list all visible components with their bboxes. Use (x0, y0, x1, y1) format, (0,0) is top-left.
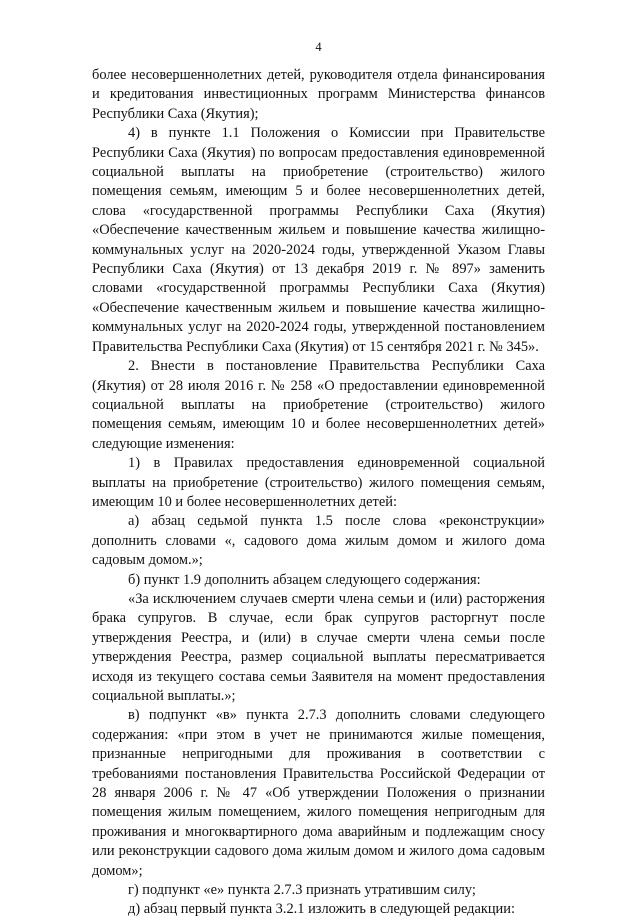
paragraph-subitem-a: а) абзац седьмой пункта 1.5 после слова «реконструкции» дополнить словами «, садового дома жилым домом и жилого дома садовым домом.»; (92, 513, 545, 569)
paragraph-continuation: более несовершеннолетних детей, руководителя отдела финансирования и кредитования инвестиционных программ Министерства финансов Республики Саха (Якутия); (92, 67, 545, 122)
paragraph-subitem-g: г) подпункт «е» пункта 2.7.3 признать утратившим силу; (128, 882, 476, 899)
paragraph-subitem-1: 1) в Правилах предоставления единовременной социальной выплаты на приобретение (строительство) жилого помещения семьям, имеющим 10 и более несовершеннолетних детей: (92, 455, 545, 510)
paragraph-quoted-addition: «За исключением случаев смерти члена семьи и (или) расторжения брака супругов. В случае, если брак супругов расторгнут после утверждения Реестра, и (или) в случае смерти члена семьи после утверждения Реестра, размер социальной выплаты пересматривается исходя из текущего состава семьи Заявителя на момент предоставления социальной выплаты.»; (92, 590, 545, 704)
paragraph-section-2: 2. Внести в постановление Правительства Республики Саха (Якутия) от 28 июля 2016 г. № 258 «О предоставлении единовременной социальной выплаты на приобретение (строительство) жилого помещения семьям, имеющим 10 и более несовершеннолетних детей» следующие изменения: (92, 358, 545, 452)
page-number: 4 (315, 40, 322, 54)
paragraph-subitem-b: б) пункт 1.9 дополнить абзацем следующего содержания: (128, 571, 481, 588)
paragraph-subitem-d: д) абзац первый пункта 3.2.1 изложить в следующей редакции: (128, 901, 515, 918)
paragraph-item-4: 4) в пункте 1.1 Положения о Комиссии при Правительстве Республики Саха (Якутия) по вопросам предоставления единовременной социальной выплаты на приобретение (строительство) жилого помещения семьям, имеющим 5 и более несовершеннолетних детей, слова «государственной программы Республики Саха (Якутия) «Обеспечение качественным жильем и повышение качества жилищно-коммунальных услуг на 2020-2024 годы, утвержденной Указом Главы Республики Саха (Якутия) от 13 декабря 2019 г. № 897» заменить словами «государственной программы Республики Саха (Якутия) «Обеспечение качественным жильем и повышение качества жилищно-коммунальных услуг на 2020-2024 годы, утвержденной постановлением Правительства Республики Саха (Якутия) от 15 сентября 2021 г. № 345». (92, 125, 545, 355)
paragraph-subitem-v: в) подпункт «в» пункта 2.7.3 дополнить словами следующего содержания: «при этом в учет не принимаются жилые помещения, признанные непригодными для проживания в соответствии с требованиями постановления Правительства Российской Федерации от 28 января 2006 г. № 47 «Об утверждении Положения о признании помещения жилым помещением, жилого помещения непригодным для проживания и многоквартирного дома аварийным и подлежащим сносу или реконструкции садового дома жилым домом и жилого дома садовым домом»; (92, 707, 545, 879)
document-body (92, 66, 545, 920)
